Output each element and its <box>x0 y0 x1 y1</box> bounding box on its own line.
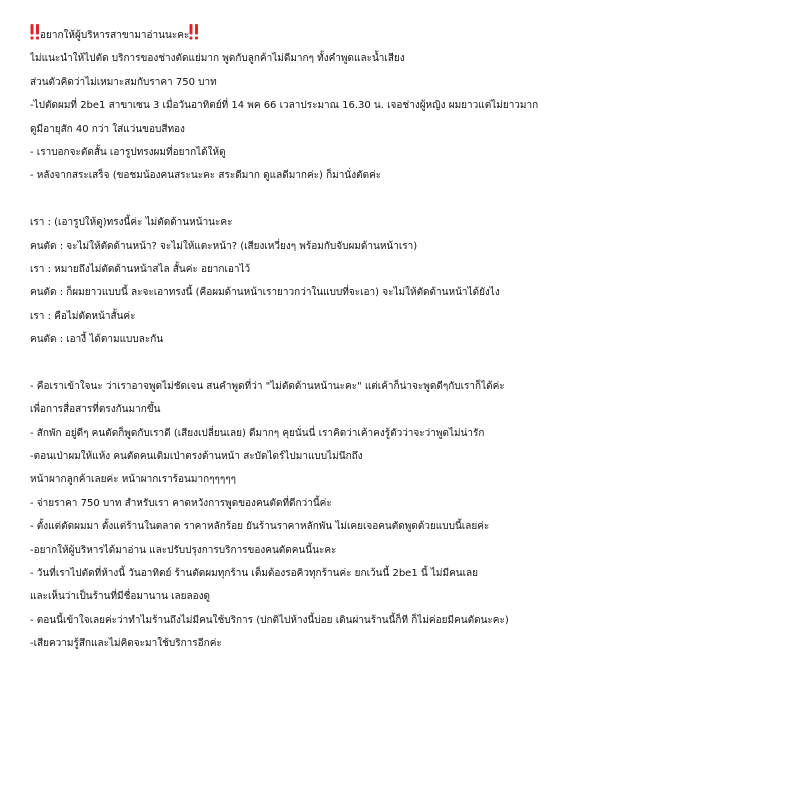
dialogue-line: คนตัด : จะไม่ให้ตัดด้านหน้า? จะไม่ให้แตะหน้า? (เสียงเหวี่ยงๆ พร้อมกับจับผมด้านหน้าเรา) <box>30 240 418 252</box>
dialogue-line: เรา : (เอารูปให้ดู)ทรงนี้ค่ะ ไม่ตัดด้านหน้านะคะ <box>30 217 233 229</box>
dialogue-line: คนตัด : ก็ผมยาวแบบนี้ ละจะเอาทรงนี้ (คือผมด้านหน้าเรายาวกว่าในแบบที่จะเอา) จะไม่ให้ตัดด้านหน้าได้ยังไง <box>30 287 500 299</box>
complaint-line: - คือเราเข้าใจนะ ว่าเราอาจพูดไม่ชัดเจน สนคำพูดที่ว่า "ไม่ตัดด้านหน้านะคะ" แต่เค้าก็น่าจะพูดดีๆกับเราก็ได้ค่ะ <box>30 380 505 392</box>
complaint-line: - ตอนนี้เข้าใจเลยค่ะว่าทำไมร้านถึงไม่มีคนใช้บริการ (ปกติไปห้างนี้บ่อย เดินผ่านร้านนี้ก็ที ก็ไม่ค่อยมีคนตัดนะคะ) <box>30 614 509 626</box>
double-exclamation-icon <box>189 24 199 40</box>
complaints-section <box>30 375 790 656</box>
complaint-line: และเห็นว่าเป็นร้านที่มีชื่อมานาน เลยลองดู <box>30 591 211 603</box>
complaint-line: - ตั้งแต่ตัดผมมา ตั้งแต่ร้านในตลาด ราคาหลักร้อย ยันร้านราคาหลักพัน ไม่เคยเจอคนตัดพูดด้วยแบบนี้เลยค่ะ <box>30 521 490 533</box>
paragraph-spacer <box>30 188 790 211</box>
complaint-line: -อยากให้ผู้บริหารได้มาอ่าน และปรับปรุงการบริการของคนตัดคนนี้นะคะ <box>30 544 337 556</box>
intro-line: - เราบอกจะตัดสั้น เอารูปทรงผมที่อยากได้ให้ดู <box>30 146 226 158</box>
intro-line: ดูมีอายุสัก 40 กว่า ใส่แว่นขอบสีทอง <box>30 123 185 135</box>
dialogue-section <box>30 211 790 351</box>
double-exclamation-icon <box>30 24 40 40</box>
intro-line: ส่วนตัวคิดว่าไม่เหมาะสมกับราคา 750 บาท <box>30 76 217 88</box>
intro-section <box>30 47 790 187</box>
intro-line: - หลังจากสระเสร็จ (ขอชมน้องคนสระนะคะ สระดีมาก ดูแลดีมากค่ะ) ก็มานั่งตัดค่ะ <box>30 170 382 182</box>
dialogue-line: คนตัด : เอางี้ ได้ตามแบบละกัน <box>30 334 164 346</box>
complaint-line: - สักพัก อยู่ดีๆ คนตัดก็พูดกับเราดี (เสียงเปลี่ยนเลย) ดีมากๆ คุยนั่นนี่ เราคิดว่าเค้าคงรู้ตัวว่าจะว่าพูดไม่น่ารัก <box>30 427 485 439</box>
complaint-line: -ตอนเป่าผมให้แห้ง คนตัดคนเดิมเป่าตรงด้านหน้า สะบัดไดร์ไปมาแบบไม่นึกถึง <box>30 451 363 463</box>
review-post <box>30 24 790 656</box>
dialogue-line: เรา : หมายถึงไม่ตัดด้านหน้าสไล สั้นค่ะ อยากเอาไว้ <box>30 263 251 275</box>
complaint-line: - วันที่เราไปตัดที่ห้างนี้ วันอาทิตย์ ร้านตัดผมทุกร้าน เต็มต้องรอคิวทุกร้านค่ะ ยกเว้นนี้ 2be1 นี้ ไม่มีคนเลย <box>30 567 479 579</box>
complaint-line: เพื่อการสื่อสารที่ตรงกันมากขึ้น <box>30 404 161 416</box>
post-title-text: อยากให้ผู้บริหารสาขามาอ่านนะคะ <box>40 30 190 41</box>
paragraph-spacer <box>30 351 790 374</box>
post-title <box>30 24 790 47</box>
complaint-line: -เสียความรู้สึกและไม่คิดจะมาใช้บริการอีกค่ะ <box>30 638 222 650</box>
complaint-line: - จ่ายราคา 750 บาท สำหรับเรา คาดหวังการพูดของคนตัดที่ดีกว่านี้ค่ะ <box>30 497 332 509</box>
intro-line: -ไปตัดผมที่ 2be1 สาขาเซน 3 เมื่อวันอาทิตย์ที่ 14 พค 66 เวลาประมาณ 16.30 น. เจอช่างผู้หญิง ผมยาวแต่ไม่ยาวมาก <box>30 100 539 112</box>
intro-line: ไม่แนะนำให้ไปตัด บริการของช่างตัดแย่มาก พูดกับลูกค้าไม่ดีมากๆ ทั้งคำพูดและน้ำเสียง <box>30 53 405 65</box>
dialogue-line: เรา : คือไม่ตัดหน้าสั้นค่ะ <box>30 310 136 322</box>
complaint-line: หน้าผากลูกค้าเลยค่ะ หน้าผากเราร้อนมากๆๆๆๆๆ <box>30 474 237 486</box>
